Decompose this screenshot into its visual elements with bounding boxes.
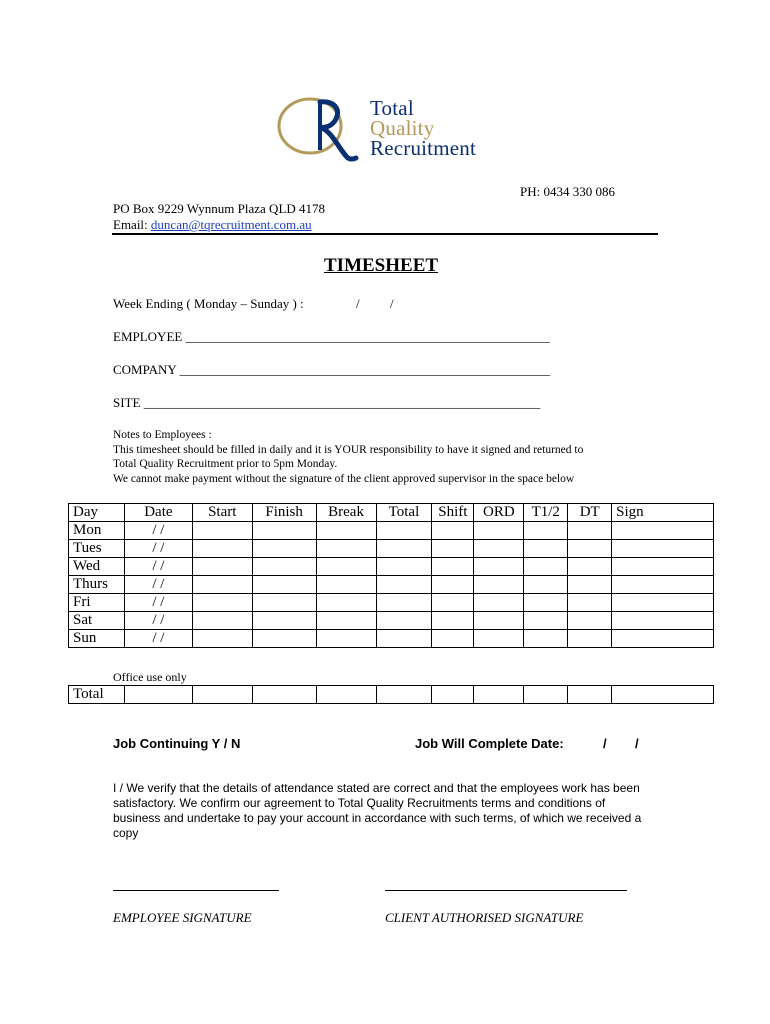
job-complete-slash-2: / — [635, 736, 639, 751]
date-cell[interactable]: / / — [124, 630, 192, 648]
header-ord: ORD — [474, 504, 524, 522]
email-link[interactable]: duncan@tqrecruitment.com.au — [150, 217, 312, 232]
totals-cell[interactable] — [252, 686, 316, 704]
sign-cell[interactable] — [612, 576, 714, 594]
header-sign: Sign — [612, 504, 714, 522]
notes-line-1: This timesheet should be filled in daily and it is YOUR responsibility to have it signed and returned to — [113, 443, 584, 456]
start-cell[interactable] — [192, 576, 252, 594]
finish-cell[interactable] — [252, 558, 316, 576]
employee-signature-label: EMPLOYEE SIGNATURE — [113, 910, 252, 925]
day-cell: Sat — [69, 612, 125, 630]
date-cell[interactable]: / / — [124, 594, 192, 612]
finish-cell[interactable] — [252, 522, 316, 540]
table-row — [69, 594, 714, 612]
dt-cell[interactable] — [568, 540, 612, 558]
logo-line-recruitment: Recruitment — [370, 136, 477, 160]
notes-line-2: Total Quality Recruitment prior to 5pm Monday. — [113, 458, 338, 470]
totals-cell[interactable] — [568, 686, 612, 704]
t12-cell[interactable] — [524, 594, 568, 612]
header-day: Day — [69, 504, 125, 522]
total-cell[interactable] — [376, 630, 432, 648]
t12-cell[interactable] — [524, 540, 568, 558]
company-logo — [276, 94, 496, 164]
date-cell[interactable]: / / — [124, 522, 192, 540]
office-use-label: Office use only — [113, 670, 187, 684]
day-cell: Thurs — [69, 576, 125, 594]
header-break: Break — [316, 504, 376, 522]
dt-cell[interactable] — [568, 576, 612, 594]
table-row — [69, 576, 714, 594]
sign-cell[interactable] — [612, 630, 714, 648]
job-continuing[interactable]: Job Continuing Y / N — [113, 736, 241, 751]
start-cell[interactable] — [192, 522, 252, 540]
employee-signature-line[interactable] — [113, 890, 279, 891]
client-signature-label: CLIENT AUTHORISED SIGNATURE — [385, 910, 584, 925]
start-cell[interactable] — [192, 540, 252, 558]
notes-heading: Notes to Employees : — [113, 429, 212, 441]
sign-cell[interactable] — [612, 594, 714, 612]
totals-cell[interactable] — [192, 686, 252, 704]
totals-row — [69, 686, 714, 704]
date-cell[interactable]: / / — [124, 612, 192, 630]
table-row — [69, 630, 714, 648]
timesheet-table — [68, 503, 714, 648]
finish-cell[interactable] — [252, 630, 316, 648]
break-cell[interactable] — [316, 612, 376, 630]
sign-cell[interactable] — [612, 540, 714, 558]
shift-cell[interactable] — [432, 630, 474, 648]
finish-cell[interactable] — [252, 576, 316, 594]
start-cell[interactable] — [192, 612, 252, 630]
table-row — [69, 522, 714, 540]
day-cell: Fri — [69, 594, 125, 612]
shift-cell[interactable] — [432, 612, 474, 630]
logo-line-total: Total — [370, 96, 414, 120]
job-complete-date-label: Job Will Complete Date: — [415, 736, 564, 751]
totals-cell[interactable] — [124, 686, 192, 704]
totals-table — [68, 685, 714, 704]
ord-cell[interactable] — [474, 630, 524, 648]
phone-number: PH: 0434 330 086 — [520, 184, 615, 199]
ord-cell[interactable] — [474, 540, 524, 558]
notes-line-3: We cannot make payment without the signature of the client approved supervisor in the space below — [113, 472, 575, 485]
ord-cell[interactable] — [474, 522, 524, 540]
finish-cell[interactable] — [252, 540, 316, 558]
header-divider — [112, 233, 658, 235]
break-cell[interactable] — [316, 594, 376, 612]
total-cell[interactable] — [376, 594, 432, 612]
t12-cell[interactable] — [524, 576, 568, 594]
header-start: Start — [192, 504, 252, 522]
job-complete-slash-1: / — [603, 736, 607, 751]
employee-field[interactable]: EMPLOYEE ________________________________________________________ — [113, 329, 550, 344]
header-shift: Shift — [432, 504, 474, 522]
header-finish: Finish — [252, 504, 316, 522]
dt-cell[interactable] — [568, 612, 612, 630]
totals-cell[interactable] — [316, 686, 376, 704]
date-cell[interactable]: / / — [124, 576, 192, 594]
day-cell: Tues — [69, 540, 125, 558]
date-cell[interactable]: / / — [124, 540, 192, 558]
day-cell: Mon — [69, 522, 125, 540]
total-cell[interactable] — [376, 522, 432, 540]
total-cell[interactable] — [376, 540, 432, 558]
break-cell[interactable] — [316, 630, 376, 648]
start-cell[interactable] — [192, 558, 252, 576]
totals-cell[interactable] — [524, 686, 568, 704]
shift-cell[interactable] — [432, 540, 474, 558]
header-dt: DT — [568, 504, 612, 522]
totals-cell[interactable] — [432, 686, 474, 704]
total-cell[interactable] — [376, 558, 432, 576]
verification-statement: I / We verify that the details of attendance stated are correct and that the employees work has been satisfactory. We confirm our agreement to Total Quality Recruitments terms and conditions of business and undertake to pay your account in accordance with such terms, of which we received a copy — [113, 781, 642, 840]
dt-cell[interactable] — [568, 594, 612, 612]
week-ending-slash-2: / — [390, 296, 394, 311]
date-cell[interactable]: / / — [124, 558, 192, 576]
sign-cell[interactable] — [612, 522, 714, 540]
ord-cell[interactable] — [474, 594, 524, 612]
sign-cell[interactable] — [612, 558, 714, 576]
notes-to-employees — [113, 428, 583, 486]
t12-cell[interactable] — [524, 522, 568, 540]
sign-cell[interactable] — [612, 612, 714, 630]
break-cell[interactable] — [316, 558, 376, 576]
table-row — [69, 540, 714, 558]
day-cell: Wed — [69, 558, 125, 576]
t12-cell[interactable] — [524, 630, 568, 648]
week-ending-slash-1: / — [356, 296, 360, 311]
day-cell: Sun — [69, 630, 125, 648]
total-cell[interactable] — [376, 576, 432, 594]
shift-cell[interactable] — [432, 576, 474, 594]
client-signature-line[interactable] — [385, 890, 627, 891]
dt-cell[interactable] — [568, 630, 612, 648]
email-line — [113, 217, 312, 233]
table-row — [69, 558, 714, 576]
logo-line-quality: Quality — [370, 116, 435, 140]
totals-cell[interactable] — [376, 686, 432, 704]
finish-cell[interactable] — [252, 594, 316, 612]
table-header-row — [69, 504, 714, 522]
company-field[interactable]: COMPANY _________________________________________________________ — [113, 362, 551, 377]
totals-cell[interactable] — [612, 686, 714, 704]
ord-cell[interactable] — [474, 558, 524, 576]
site-field[interactable]: SITE _____________________________________________________________ — [113, 395, 541, 410]
t12-cell[interactable] — [524, 612, 568, 630]
total-cell[interactable] — [376, 612, 432, 630]
ord-cell[interactable] — [474, 576, 524, 594]
shift-cell[interactable] — [432, 522, 474, 540]
shift-cell[interactable] — [432, 594, 474, 612]
break-cell[interactable] — [316, 576, 376, 594]
totals-cell[interactable] — [474, 686, 524, 704]
header-total: Total — [376, 504, 432, 522]
totals-label: Total — [69, 686, 125, 704]
page-title: TIMESHEET — [324, 255, 439, 276]
dt-cell[interactable] — [568, 558, 612, 576]
shift-cell[interactable] — [432, 558, 474, 576]
break-cell[interactable] — [316, 522, 376, 540]
week-ending-label: Week Ending ( Monday – Sunday ) : — [113, 296, 304, 311]
table-row — [69, 612, 714, 630]
postal-address: PO Box 9229 Wynnum Plaza QLD 4178 — [113, 201, 326, 216]
finish-cell[interactable] — [252, 612, 316, 630]
email-label: Email: — [113, 217, 151, 232]
tqr-monogram-icon — [276, 94, 360, 162]
header-date: Date — [124, 504, 192, 522]
ord-cell[interactable] — [474, 612, 524, 630]
header-t12: T1/2 — [524, 504, 568, 522]
start-cell[interactable] — [192, 630, 252, 648]
t12-cell[interactable] — [524, 558, 568, 576]
start-cell[interactable] — [192, 594, 252, 612]
break-cell[interactable] — [316, 540, 376, 558]
dt-cell[interactable] — [568, 522, 612, 540]
